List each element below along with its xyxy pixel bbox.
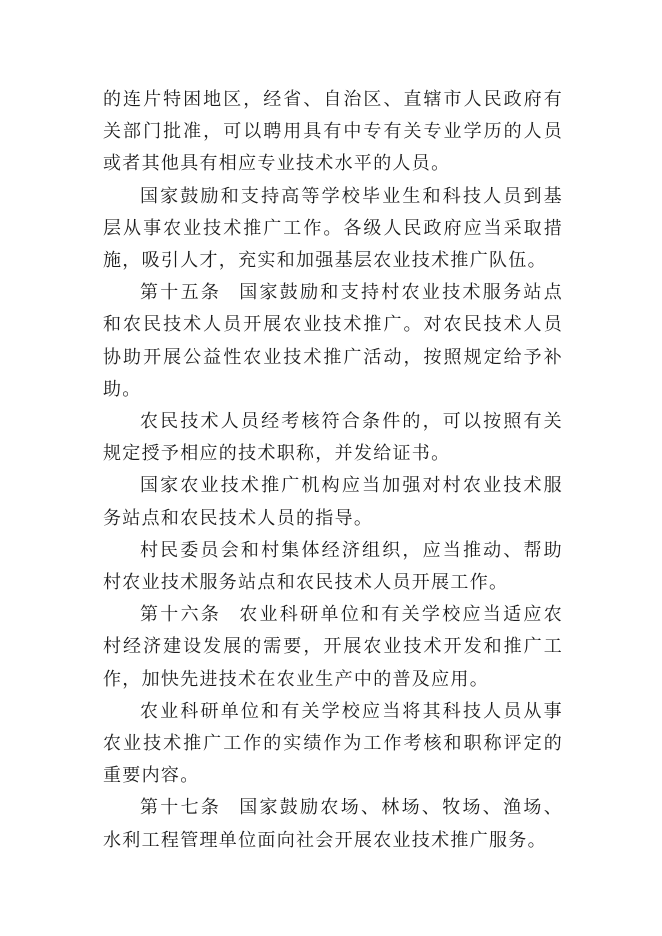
- article-number: 第十五条: [140, 282, 222, 304]
- paragraph-2: [103, 181, 563, 278]
- paragraph-text: 农业科研单位和有关学校应当将其科技人员从事农业技术推广工作的实绩作为工作考核和职称评定的重要内容。: [103, 700, 563, 787]
- article-15: [103, 277, 563, 406]
- paragraph-text: 国家农业技术推广机构应当加强对村农业技术服务站点和农民技术人员的指导。: [103, 475, 563, 529]
- paragraph-5: [103, 470, 563, 534]
- paragraph-4: [103, 406, 563, 470]
- paragraph-text: 农民技术人员经考核符合条件的，可以按照有关规定授予相应的技术职称，并发给证书。: [103, 411, 563, 465]
- article-17: [103, 792, 563, 856]
- paragraph-1: [103, 84, 563, 181]
- paragraph-text: 国家鼓励和支持村农业技术服务站点和农民技术人员开展农业技术推广。对农民技术人员协助开展公益性农业技术推广活动，按照规定给予补助。: [103, 282, 563, 400]
- paragraph-6: [103, 535, 563, 599]
- paragraph-8: [103, 696, 563, 793]
- article-number: 第十七条: [140, 797, 222, 819]
- paragraph-text: 国家鼓励和支持高等学校毕业生和科技人员到基层从事农业技术推广工作。各级人民政府应当采取措施，吸引人才，充实和加强基层农业技术推广队伍。: [103, 185, 563, 272]
- article-16: [103, 599, 563, 696]
- paragraph-text: 国家鼓励农场、林场、牧场、渔场、水利工程管理单位面向社会开展农业技术推广服务。: [103, 797, 563, 851]
- paragraph-text: 农业科研单位和有关学校应当适应农村经济建设发展的需要，开展农业技术开发和推广工作，加快先进技术在农业生产中的普及应用。: [103, 604, 563, 690]
- paragraph-text: 村民委员会和村集体经济组织，应当推动、帮助村农业技术服务站点和农民技术人员开展工作。: [103, 539, 563, 594]
- paragraph-text: 的连片特困地区，经省、自治区、直辖市人民政府有关部门批准，可以聘用具有中专有关专业学历的人员或者其他具有相应专业技术水平的人员。: [103, 89, 563, 175]
- document-body: [103, 84, 563, 857]
- article-number: 第十六条: [140, 604, 222, 626]
